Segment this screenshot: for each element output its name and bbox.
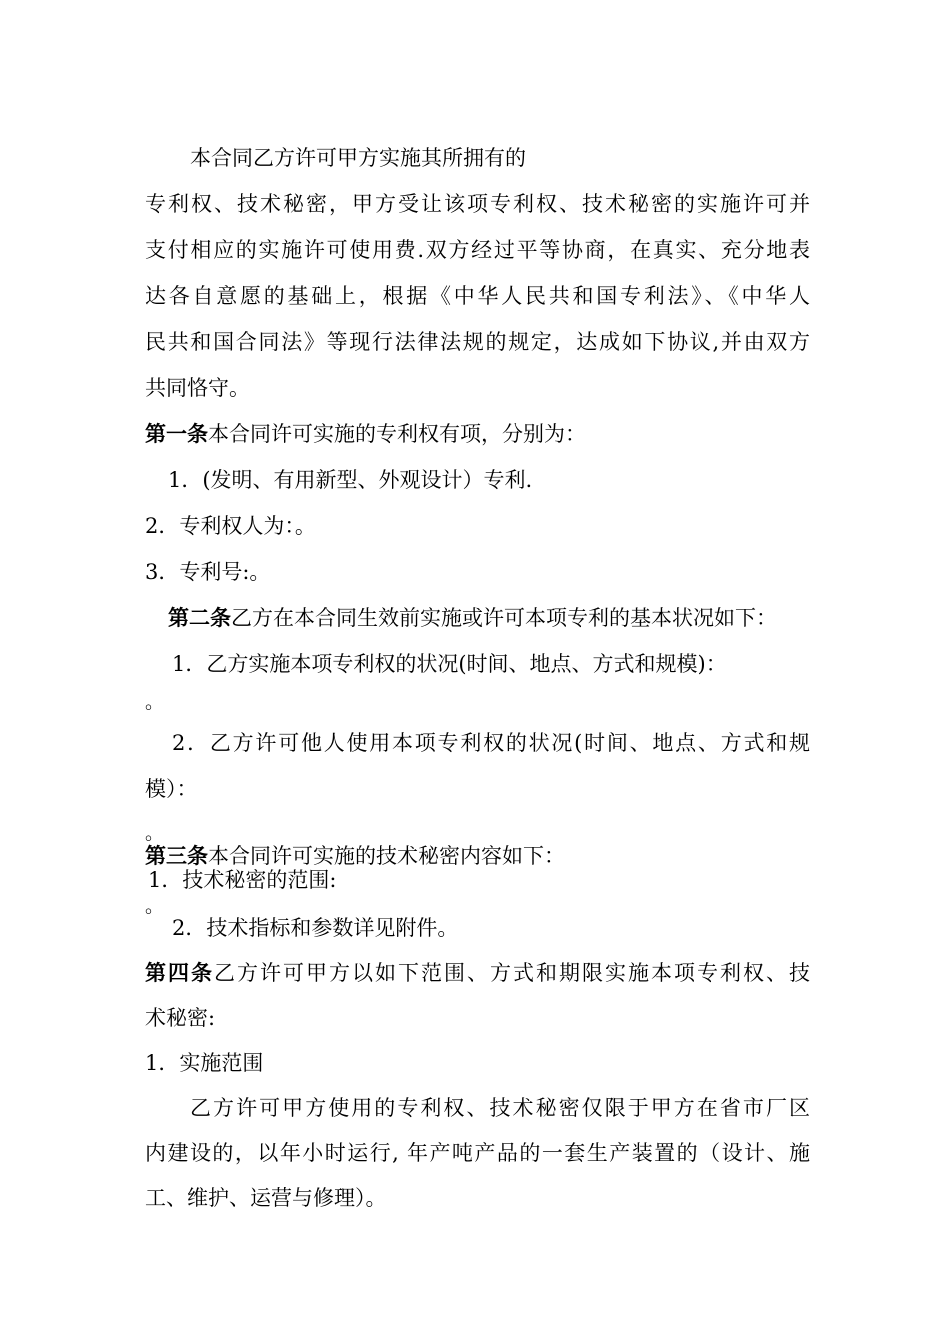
article-4-para-line-3: 工、维护、运营与修理）。 bbox=[145, 1186, 387, 1210]
intro-line-2: 专利权、技术秘密，甲方受让该项专利权、技术秘密的实施许可并 bbox=[145, 192, 810, 216]
article-4-heading bbox=[145, 958, 810, 988]
article-1-item-3: 3．专利号:。 bbox=[145, 560, 271, 584]
article-3-item-1-blank: 。 bbox=[145, 895, 165, 917]
article-4-para-line-1: 乙方许可甲方使用的专利权、技术秘密仅限于甲方在省市厂区 bbox=[190, 1096, 810, 1120]
article-4-para-line-2: 内建设的，以年小时运行, 年产吨产品的一套生产装置的（设计、施 bbox=[145, 1141, 810, 1165]
article-4-text-b: 术秘密: bbox=[145, 1006, 216, 1030]
article-1-item-1: 1．(发明、有用新型、外观设计）专利. bbox=[168, 468, 533, 492]
article-3-item-1: 1．技术秘密的范围: bbox=[148, 868, 337, 892]
article-4-title: 第四条 bbox=[145, 961, 214, 985]
article-2-item-2-line-2: 模）： bbox=[145, 777, 198, 801]
article-2-title: 第二条 bbox=[168, 606, 231, 630]
article-1-item-2: 2．专利权人为：。 bbox=[145, 514, 316, 538]
article-2-heading bbox=[168, 603, 833, 633]
article-3-item-2: 2．技术指标和参数详见附件。 bbox=[172, 916, 459, 940]
article-1-title: 第一条 bbox=[145, 422, 208, 446]
article-3-text: 本合同许可实施的技术秘密内容如下： bbox=[208, 844, 565, 868]
intro-line-6: 共同恪守。 bbox=[145, 376, 250, 400]
article-2-text: 乙方在本合同生效前实施或许可本项专利的基本状况如下： bbox=[231, 606, 777, 630]
article-1-text: 本合同许可实施的专利权有项，分别为： bbox=[208, 422, 586, 446]
article-4-item-1: 1．实施范围 bbox=[145, 1051, 264, 1075]
intro-line-4: 达各自意愿的基础上，根据《中华人民共和国专利法》、《中华人 bbox=[145, 284, 810, 308]
article-3-title: 第三条 bbox=[145, 844, 208, 868]
intro-line-3: 支付相应的实施许可使用费.双方经过平等协商，在真实、充分地表 bbox=[145, 238, 810, 262]
article-2-item-2-blank: 。 bbox=[145, 822, 165, 844]
article-2-item-2-line-1: 2．乙方许可他人使用本项专利权的状况(时间、地点、方式和规 bbox=[172, 731, 810, 755]
intro-line-1: 本合同乙方许可甲方实施其所拥有的 bbox=[190, 146, 526, 170]
article-2-item-1: 1．乙方实施本项专利权的状况(时间、地点、方式和规模)： bbox=[172, 652, 727, 676]
intro-line-5: 民共和国合同法》等现行法律法规的规定，达成如下协议,并由双方 bbox=[145, 330, 810, 354]
article-1-heading bbox=[145, 419, 810, 449]
article-2-item-1-blank: 。 bbox=[145, 691, 165, 713]
article-4-text-a: 乙方许可甲方以如下范围、方式和期限实施本项专利权、技 bbox=[214, 961, 810, 985]
